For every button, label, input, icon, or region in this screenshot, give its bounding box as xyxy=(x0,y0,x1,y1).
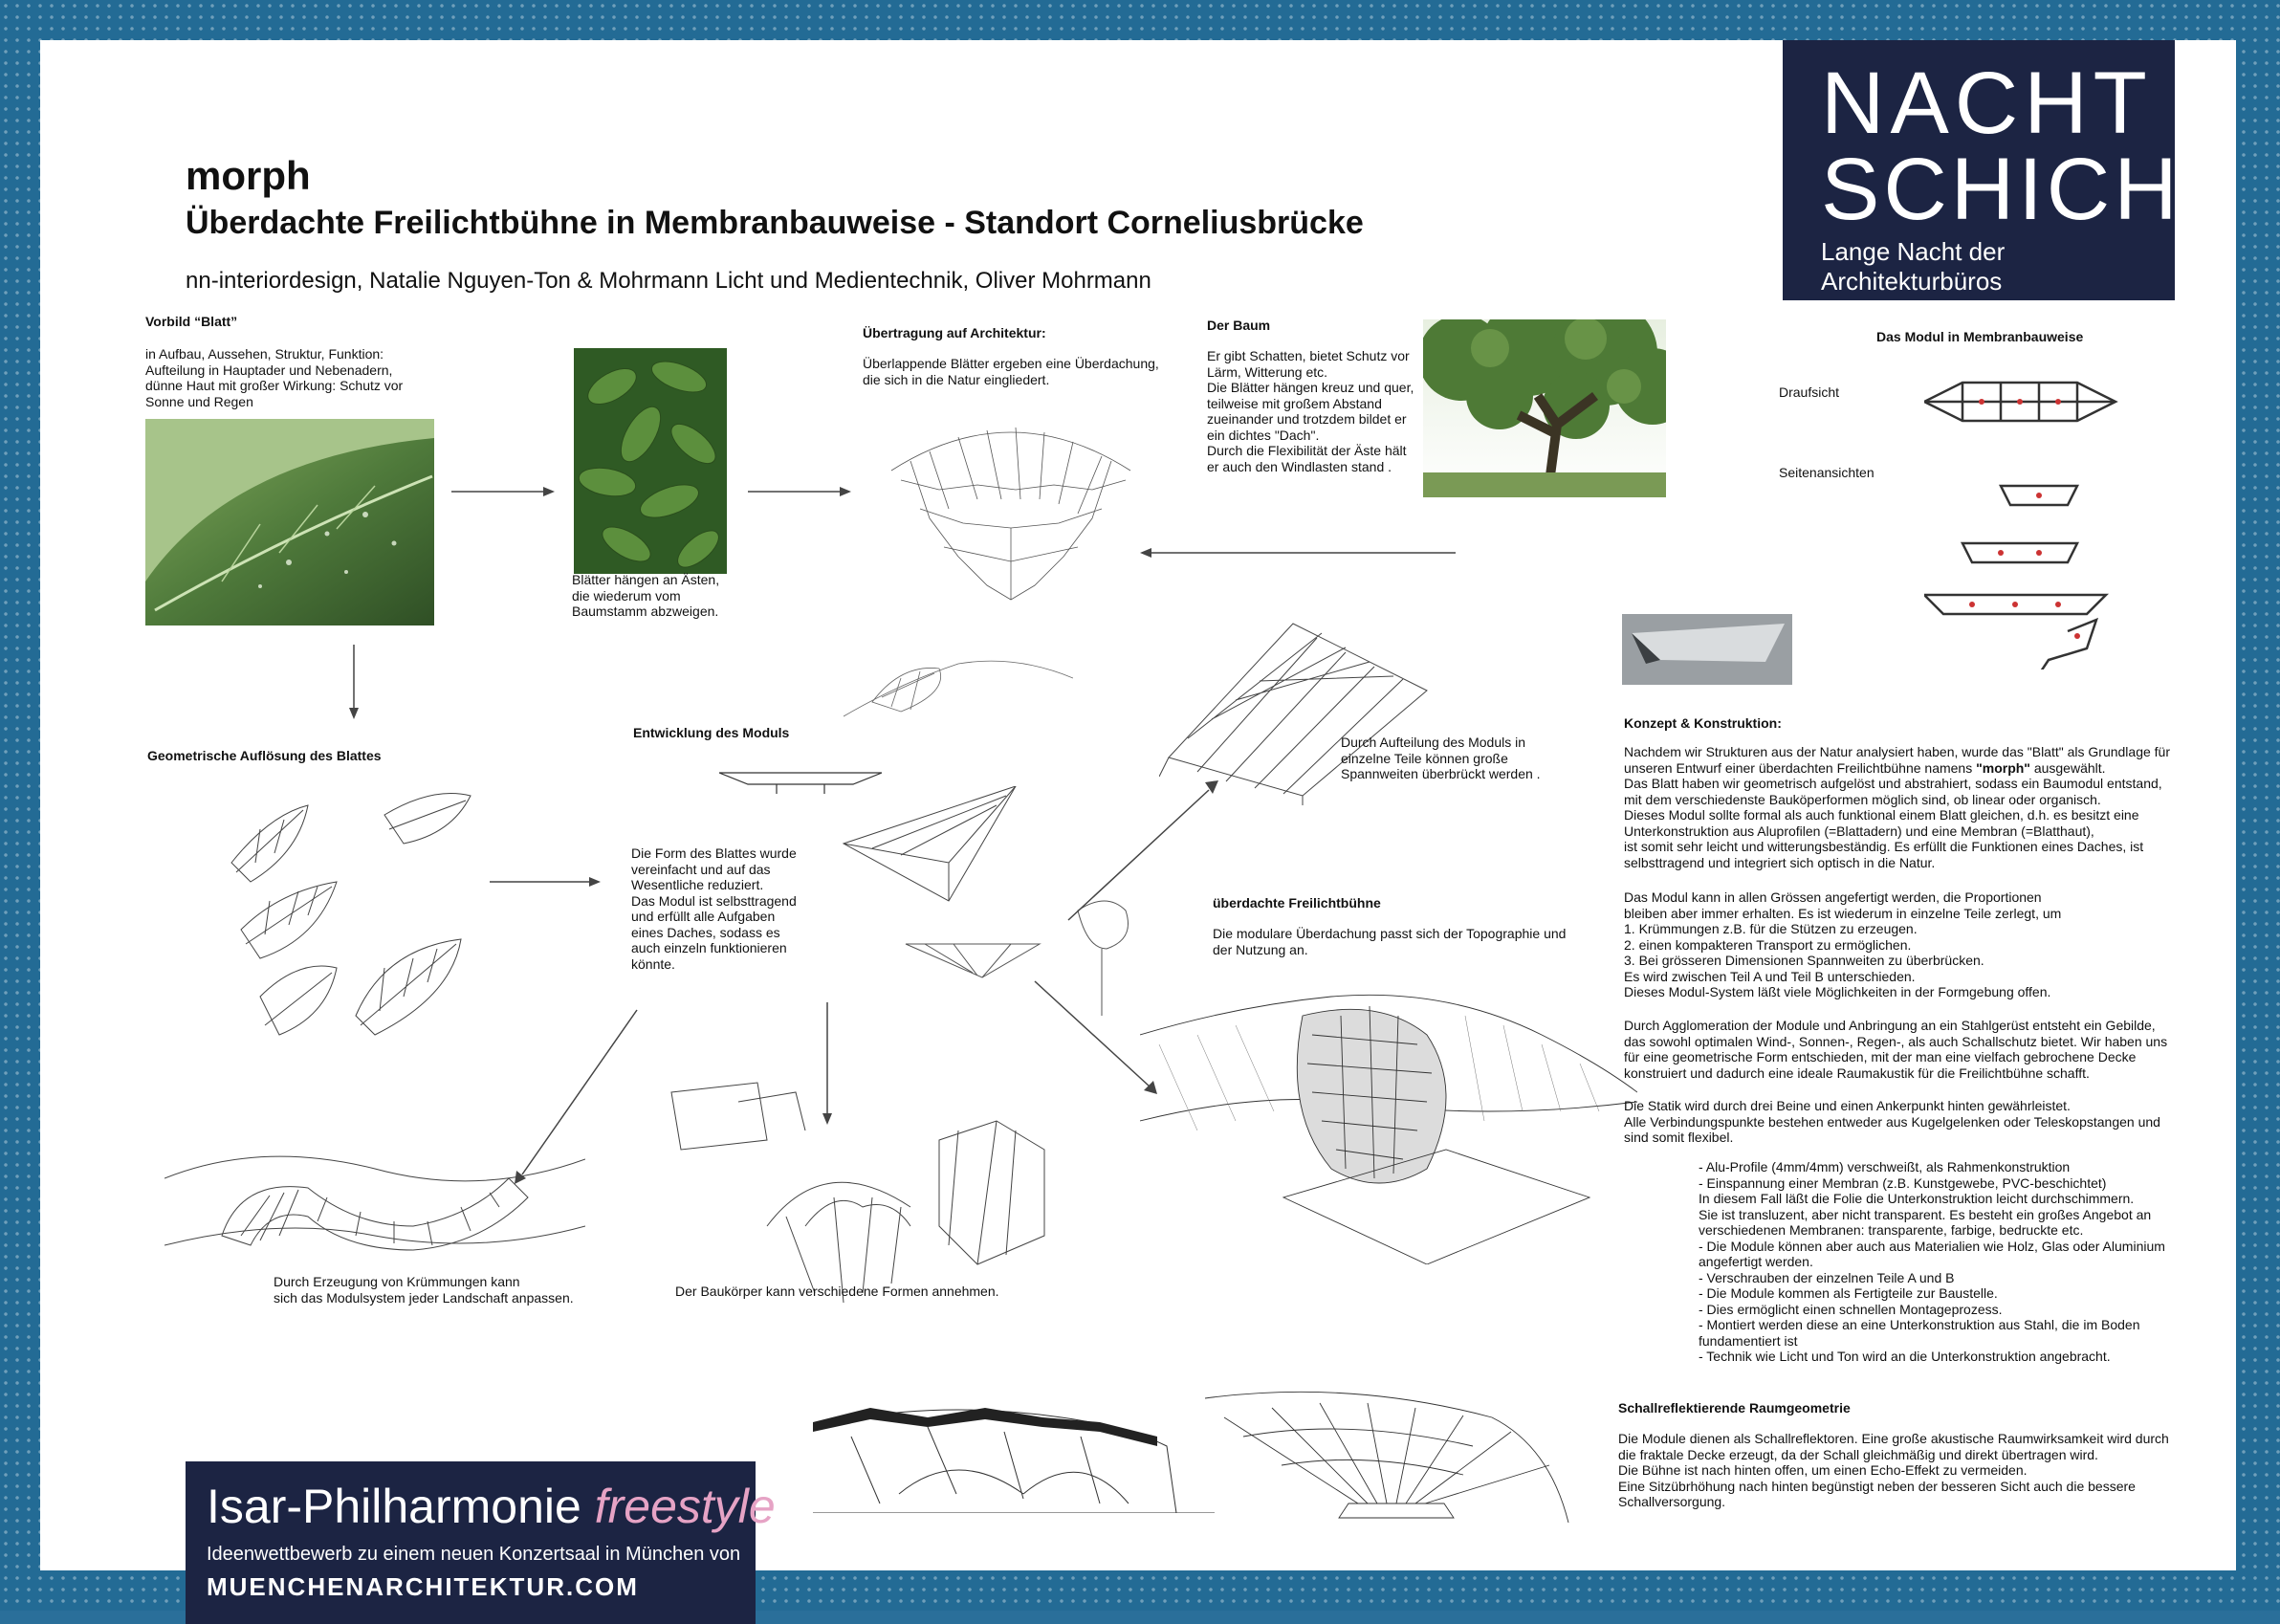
logo-line-subtitle: Lange Nacht der Architekturbüros xyxy=(1821,237,2006,296)
freilicht-text: Die modulare Überdachung passt sich der Topographie und der Nutzung an. xyxy=(1213,926,1567,957)
arrow-right-1 xyxy=(451,482,557,501)
leaf-geometry-sketches xyxy=(212,777,499,1054)
konzept-paragraph-4: Die Statik wird durch drei Beine und einen Ankerpunkt hinten gewährleistet. Alle Verbindungspunkte bestehen entweder aus Kugelgelenken oder Teleskopstangen und sind somit flexibel. xyxy=(1624,1098,2160,1145)
arrow-right-3 xyxy=(490,872,604,891)
entwicklung-heading: Entwicklung des Moduls xyxy=(633,725,790,740)
leaf-hill-sketch xyxy=(844,625,1073,721)
project-title: morph xyxy=(186,153,311,198)
vorbild-heading: Vorbild “Blatt” xyxy=(145,314,238,329)
konzept-paragraph-1 xyxy=(1624,744,2198,870)
uebertragung-text: Überlappende Blätter ergeben eine Überdachung, die sich in die Natur eingliedert. xyxy=(863,356,1159,387)
modul-heading: Das Modul in Membranbauweise xyxy=(1876,329,2084,344)
project-subtitle: Überdachte Freilichtbühne in Membranbauweise - Standort Corneliusbrücke xyxy=(186,205,1364,241)
logo-line-nacht: NACHT xyxy=(1821,55,2153,152)
nachtschicht-logo xyxy=(1783,40,2239,300)
leaf-closeup-photo xyxy=(145,419,434,625)
isar-philharmonie-logo xyxy=(186,1461,776,1624)
isar-logo-subtitle: Ideenwettbewerb zu einem neuen Konzertsaal in München von xyxy=(207,1544,741,1565)
tree-photo xyxy=(1423,319,1666,497)
module-diagrams xyxy=(1924,373,2154,669)
entwicklung-text: Die Form des Blattes wurde vereinfacht und auf das Wesentliche reduziert. Das Modul ist selbsttragend und erfüllt alle Aufgaben eines Daches, sodass es auch einzeln funktionieren könnte. xyxy=(631,845,797,972)
module-render xyxy=(1622,614,1792,685)
blaetter-caption: Blätter hängen an Ästen, die wiederum vom Baumstamm abzweigen. xyxy=(572,572,720,619)
konzept-p1-part-c: ausgewählt. Das Blatt haben wir geometrisch aufgelöst und abstrahiert, sodass ein Baumodul entstand, mit dem verschiedenste Bauköperformen möglich sind, ob linear oder organisch. Dieses Modul sollte formal als auch funktional einem Blatt gleichen, d.h. es besitzt eine Unterkonstruktion aus Aluprofilen (=Blattadern) und eine Membran (=Blatthaut), ist somit sehr leicht und witterungsbeständig. Es erfüllt die Funktionen eines Daches, ist selbsttragend und integriert sich optisch in die Natur. xyxy=(1624,759,2162,870)
canopy-sketch xyxy=(872,394,1150,614)
project-authors: nn-interiordesign, Natalie Nguyen-Ton & Mohrmann Licht und Medientechnik, Oliver Mohrmann xyxy=(186,268,1151,294)
konzept-paragraph-2: Das Modul kann in allen Grössen angefertigt werden, die Proportionen bleiben aber immer erhalten. Es ist wiederum in einzelne Teile zerlegt, um 1. Krümmungen z.B. für die Stützen zu erzeugen. 2. einen kompakteren Transport zu ermöglichen. 3. Bei grösseren Dimensionen Spannweiten zu überbrücken. Es wird zwischen Teil A und Teil B unterschieden. Dieses Modul-System läßt viele Möglichkeiten in der Formgebung offen. xyxy=(1624,889,2062,999)
aufteilung-text: Durch Aufteilung des Moduls in einzelne Teile können große Spannweiten überbrückt werden . xyxy=(1341,735,1541,781)
arrow-down-1 xyxy=(344,645,363,721)
freilicht-heading: überdachte Freilichtbühne xyxy=(1213,895,1381,911)
seitenansichten-label: Seitenansichten xyxy=(1779,465,1874,480)
geometrisch-heading: Geometrische Auflösung des Blattes xyxy=(147,748,382,763)
isar-logo-title xyxy=(207,1479,776,1534)
uebertragung-heading: Übertragung auf Architektur: xyxy=(863,325,1046,340)
baum-heading: Der Baum xyxy=(1207,318,1271,333)
schall-text: Die Module dienen als Schallreflektoren. Eine große akustische Raumwirksamkeit wird durch die fraktale Decke erzeugt, da der Schall gleichmäßig und direkt übertragen wird. Die Bühne ist nach hinten offen, um einen Echo-Effekt zu vermeiden. Eine Sitzübrhöhung nach hinten begünstigt neben der besseren Sicht auch die bessere Schallversorgung. xyxy=(1618,1431,2169,1509)
acoustic-section-sketch-2 xyxy=(1205,1379,1578,1523)
isar-logo-freestyle: freestyle xyxy=(594,1480,776,1533)
arrow-left-tree xyxy=(1140,543,1465,562)
konzept-heading: Konzept & Konstruktion: xyxy=(1624,715,1782,731)
konzept-list: - Alu-Profile (4mm/4mm) verschweißt, als Rahmenkonstruktion - Einspannung einer Membran (z.B. Kunstgewebe, PVC-beschichtet) In diesem Fall läßt die Folie die Unterkonstruktion leicht durchschimmern. Sie ist transluzent, aber nicht transparent. Es besteht ein großes Angebot an verschiedenen Membranen: transparente, farbige, bedruckte etc. - Die Module können aber auch aus Materialien wie Holz, Glas oder Aluminium angefertigt werden. - Verschrauben der einzelnen Teile A und B - Die Module kommen als Fertigteile zur Baustelle. - Dies ermöglicht einen schnellen Montageprozess. - Montiert werden diese an eine Unterkonstruktion aus Stahl, die im Boden fundamentiert ist - Technik wie Licht und Ton wird an die Unterkonstruktion angebracht. xyxy=(1699,1159,2165,1364)
konzept-p1-part-a: Nachdem wir Strukturen aus der Natur analysiert haben, wurde das "Blatt" als Grundlage für unseren Entwurf einer überdachten Freilichtbühne namens xyxy=(1624,744,2170,776)
logo-line-schicht: SCHICHT xyxy=(1821,141,2239,238)
acoustic-section-sketch-1 xyxy=(813,1379,1215,1513)
konzept-p1-morph: "morph" xyxy=(1976,759,2030,776)
leaves-branch-photo xyxy=(574,348,727,574)
arrow-right-2 xyxy=(748,482,853,501)
draufsicht-label: Draufsicht xyxy=(1779,384,1840,400)
baukoerper-caption: Der Baukörper kann verschiedene Formen annehmen. xyxy=(675,1284,999,1299)
vorbild-text: in Aufbau, Aussehen, Struktur, Funktion: Aufteilung in Hauptader und Nebenadern, dünne Haut mit großer Wirkung: Schutz vor Sonne und Regen xyxy=(145,346,404,409)
curved-module-sketch xyxy=(164,1140,585,1284)
isar-logo-name: Isar-Philharmonie xyxy=(207,1480,595,1533)
poster-sheet xyxy=(40,40,2239,1601)
baum-text: Er gibt Schatten, bietet Schutz vor Lärm, Witterung etc. Die Blätter hängen kreuz und quer, teilweise mit großem Abstand zueinander und trotzdem bildet er ein dichtes "Dach". Durch die Flexibilität der Äste hält er auch den Windlasten stand . xyxy=(1207,348,1414,474)
isar-logo-url: MUENCHENARCHITEKTUR.COM xyxy=(207,1572,639,1601)
konzept-paragraph-3: Durch Agglomeration der Module und Anbringung an ein Stahlgerüst entsteht ein Gebilde, das sowohl optimalen Wind-, Sonnen-, Regen-, als auch Schallschutz bietet. Wir haben uns für eine geometrische Form entschieden, mit der man eine vielfach gebrochene Decke konstruiert und dadurch eine ideale Raumakustik für die Freilichtbühne schafft. xyxy=(1624,1018,2168,1081)
stage-landscape-sketch xyxy=(1140,977,1637,1264)
schall-heading: Schallreflektierende Raumgeometrie xyxy=(1618,1400,1851,1416)
kruemmungen-caption: Durch Erzeugung von Krümmungen kann sich das Modulsystem jeder Landschaft anpassen. xyxy=(274,1274,574,1306)
